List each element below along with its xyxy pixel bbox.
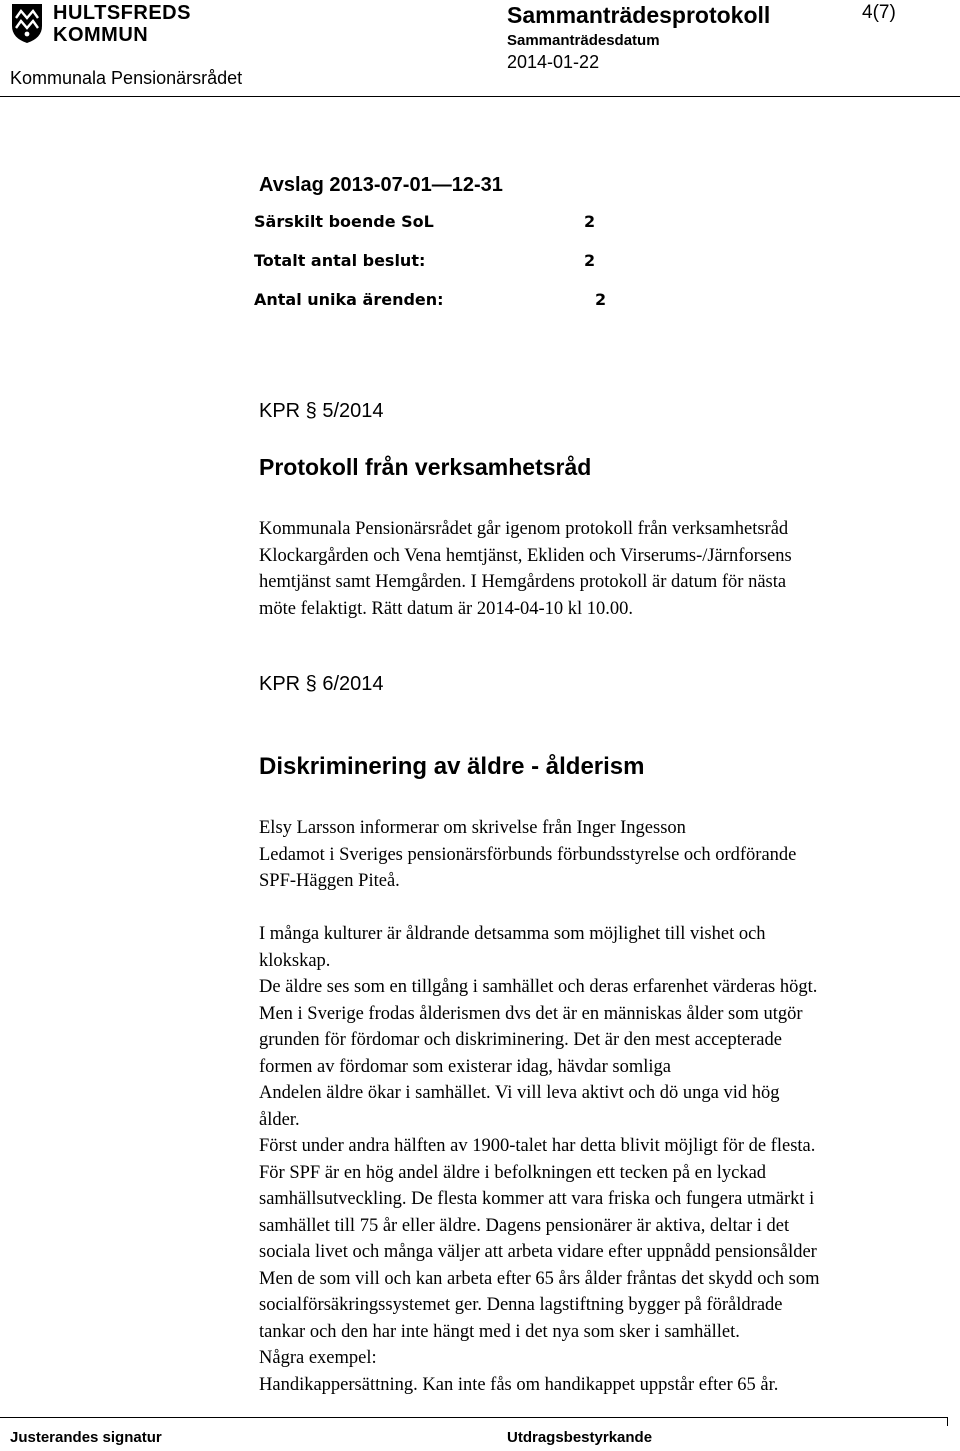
paragraph-line: samhället till 75 år eller äldre. Dagens pensionärer är aktiva, deltar i det [259, 1215, 790, 1236]
page-number: 4(7) [862, 2, 896, 23]
footer-divider [0, 1417, 948, 1418]
coat-of-arms-icon [10, 2, 44, 44]
paragraph-line: klokskap. [259, 950, 331, 971]
municipality-logo [10, 2, 190, 48]
logo-line1: HULTSFREDS [53, 2, 191, 24]
footer-extract-label: Utdragsbestyrkande [507, 1429, 653, 1446]
paragraph-line: Klockargården och Vena hemtjänst, Ekliden och Virserums-/Järnforsens [259, 545, 792, 566]
footer-divider-tick [947, 1417, 948, 1426]
paragraph-line: grunden för fördomar och diskriminering. Det är den mest accepterade [259, 1030, 782, 1050]
paragraph-line: hemtjänst samt Hemgården. I Hemgårdens protokoll är datum för nästa [259, 572, 787, 592]
item-intro-paragraph [259, 815, 949, 895]
stat-label-totalt-antal: Totalt antal beslut: [254, 251, 426, 270]
paragraph-line: möte felaktigt. Rätt datum är 2014-04-10 kl 10.00. [259, 598, 634, 619]
paragraph-line: För SPF är en hög andel äldre i befolkningen ett tecken på en lyckad [259, 1162, 767, 1183]
paragraph-line: samhällsutveckling. De flesta kommer att vara friska och fungera utmärkt i [259, 1189, 815, 1209]
paragraph-line: Elsy Larsson informerar om skrivelse från Inger Ingesson [259, 818, 686, 838]
paragraph-line: Handikappersättning. Kan inte fås om handikappet uppstår efter 65 år. [259, 1374, 779, 1395]
header-divider [0, 96, 960, 97]
item-heading-diskriminering: Diskriminering av äldre - ålderism [259, 753, 645, 780]
item-number-kpr-6: KPR § 6/2014 [259, 673, 384, 695]
paragraph-line: De äldre ses som en tillgång i samhället och deras erfarenhet värderas högt. [259, 977, 818, 997]
paragraph-line: Först under andra hälften av 1900-talet har detta blivit möjligt för de flesta. [259, 1136, 816, 1156]
item-number-kpr-5: KPR § 5/2014 [259, 400, 384, 422]
paragraph-line: Kommunala Pensionärsrådet går igenom protokoll från verksamhetsråd [259, 519, 789, 539]
stat-label-unika-arenden: Antal unika ärenden: [254, 290, 444, 309]
paragraph-line: Ledamot i Sveriges pensionärsförbunds förbundsstyrelse och ordförande [259, 844, 797, 865]
organization-name: Kommunala Pensionärsrådet [10, 68, 243, 88]
paragraph-line: SPF-Häggen Piteå. [259, 871, 400, 891]
stat-value-unika-arenden: 2 [595, 290, 607, 309]
paragraph-line: sociala livet och många väljer att arbeta vidare efter uppnådd pensionsålder [259, 1242, 817, 1262]
paragraph-line: Men de som vill och kan arbeta efter 65 års ålder fråntas det skydd och som [259, 1268, 820, 1289]
paragraph-line: Andelen äldre ökar i samhället. Vi vill leva aktivt och dö unga vid hög [259, 1083, 780, 1103]
paragraph-line: ålder. [259, 1109, 300, 1130]
item-paragraph-protokoll [259, 516, 949, 622]
paragraph-line: formen av fördomar som existerar idag, hävdar somliga [259, 1056, 672, 1077]
date-value: 2014-01-22 [507, 52, 600, 72]
paragraph-line: I många kulturer är åldrande detsamma som möjlighet till vishet och [259, 924, 766, 944]
document-title: Sammanträdesprotokoll [507, 2, 771, 28]
paragraph-line: socialförsäkringssystemet ger. Denna lagstiftning bygger på föråldrade [259, 1295, 783, 1315]
avslag-title: Avslag 2013-07-01—12-31 [259, 174, 503, 196]
paragraph-line: Men i Sverige frodas ålderismen dvs det är en människas ålder som utgör [259, 1003, 803, 1024]
item-body-paragraph [259, 921, 949, 1398]
paragraph-line: tankar och den har inte hängt med i det nya som sker i samhället. [259, 1321, 740, 1342]
date-label: Sammanträdesdatum [507, 32, 660, 49]
paragraph-line: Några exempel: [259, 1348, 377, 1368]
stat-label-sarskilt-boende: Särskilt boende SoL [254, 212, 434, 231]
item-heading-protokoll: Protokoll från verksamhetsråd [259, 454, 592, 480]
stat-value-totalt-antal: 2 [584, 251, 596, 270]
footer-signature-label: Justerandes signatur [10, 1429, 162, 1446]
logo-line2: KOMMUN [53, 24, 149, 46]
stat-value-sarskilt-boende: 2 [584, 212, 596, 231]
